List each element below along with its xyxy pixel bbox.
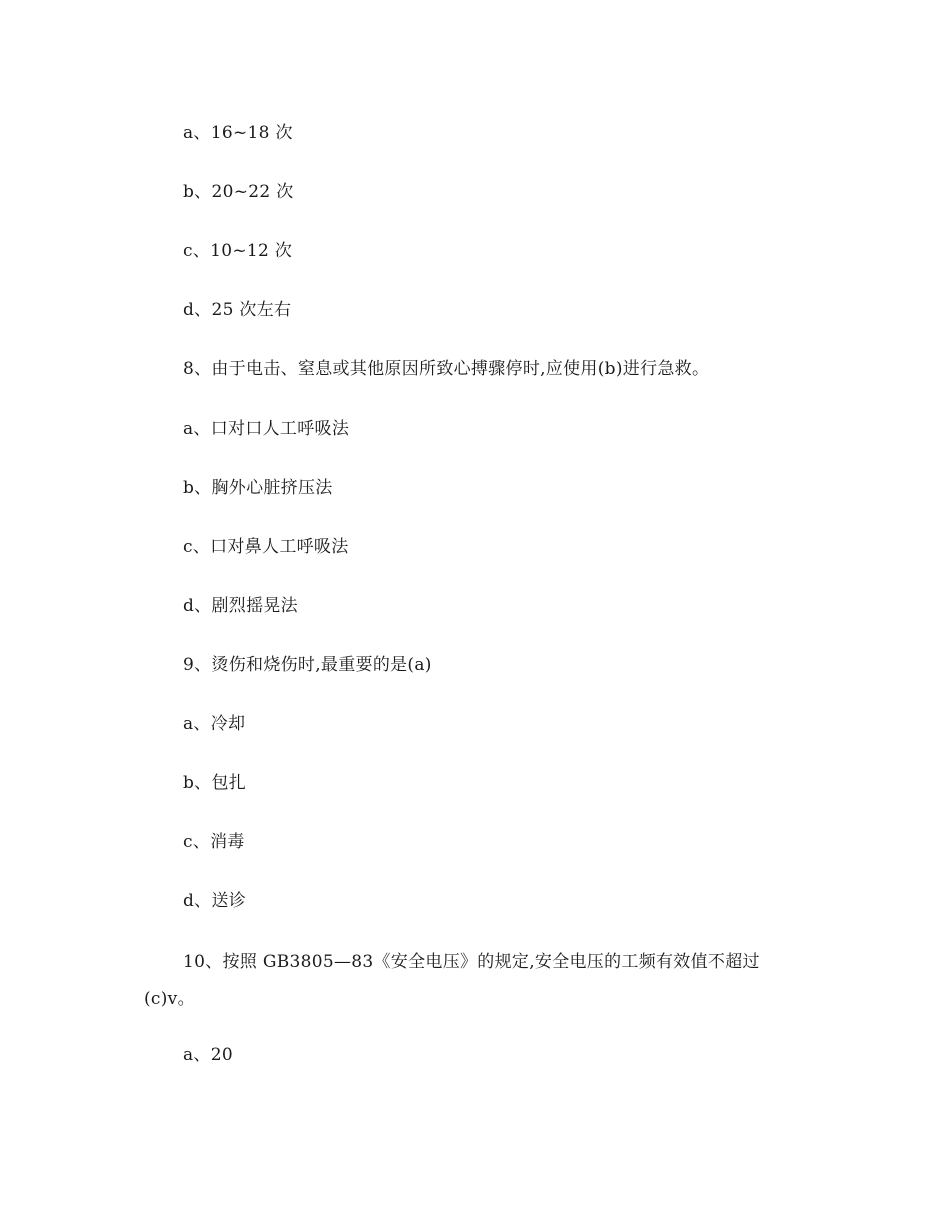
q8-option-d: d、剧烈摇晃法 bbox=[183, 596, 298, 616]
option-d-breath-rate: d、25 次左右 bbox=[183, 300, 292, 320]
question-8: 8、由于电击、窒息或其他原因所致心搏骤停时,应使用(b)进行急救。 bbox=[183, 359, 710, 379]
question-10-continuation: (c)v。 bbox=[144, 989, 195, 1009]
option-a-breath-rate: a、16~18 次 bbox=[183, 123, 293, 143]
q8-option-b: b、胸外心脏挤压法 bbox=[183, 478, 333, 498]
q9-option-d: d、送诊 bbox=[183, 891, 247, 911]
option-c-breath-rate: c、10~12 次 bbox=[183, 241, 293, 261]
question-10: 10、按照 GB3805—83《安全电压》的规定,安全电压的工频有效值不超过 bbox=[183, 952, 760, 972]
option-b-breath-rate: b、20~22 次 bbox=[183, 182, 294, 202]
question-9: 9、烫伤和烧伤时,最重要的是(a) bbox=[183, 655, 432, 675]
q9-option-a: a、冷却 bbox=[183, 714, 246, 734]
q8-option-a: a、口对口人工呼吸法 bbox=[183, 419, 350, 439]
q10-option-a: a、20 bbox=[183, 1045, 233, 1065]
q9-option-b: b、包扎 bbox=[183, 773, 247, 793]
q8-option-c: c、口对鼻人工呼吸法 bbox=[183, 537, 349, 557]
q9-option-c: c、消毒 bbox=[183, 832, 245, 852]
